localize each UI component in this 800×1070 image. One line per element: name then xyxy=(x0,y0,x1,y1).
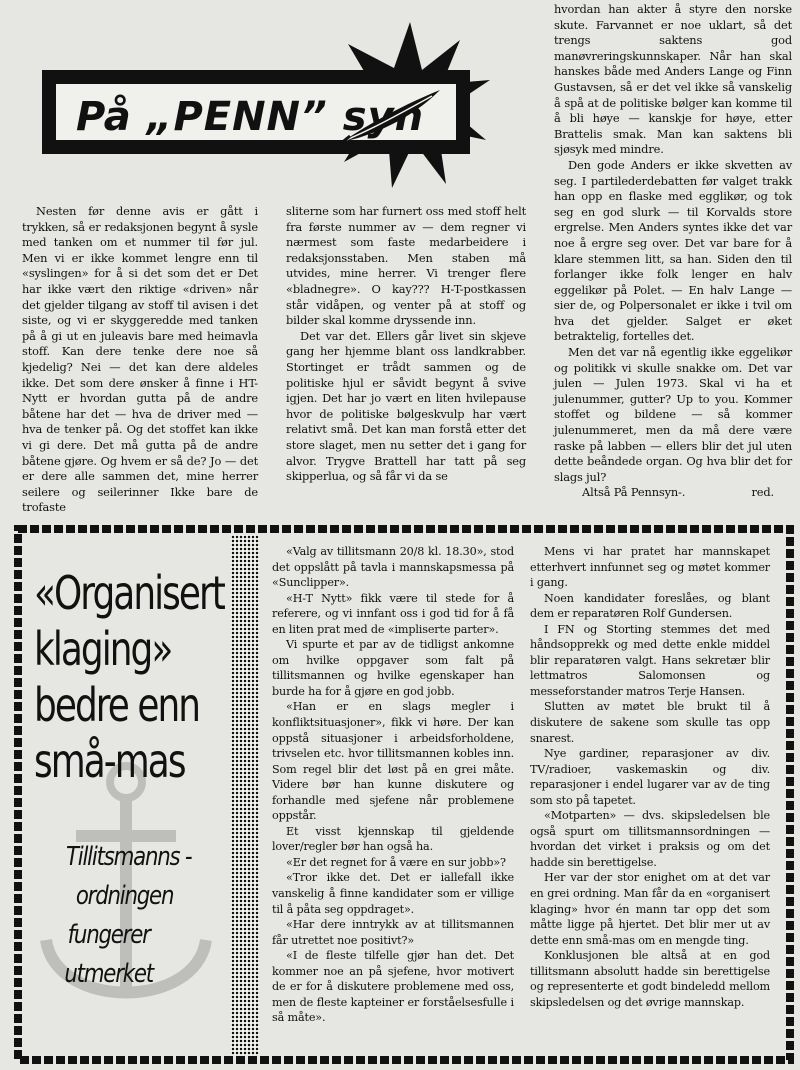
paragraph: Nesten før denne avis er gått i trykken, så er redaksjonen begynt å sysle med tanken om et nummer til før jul. Men vi er ikke kommet lengre enn til «syslingen» for å si det som det er Det har ikke vært den riktige «driven» når det gjelder tilgang av stoff til avisen i det siste, og vi er skyggeredde med tanken på å gi ut en juleavis bare med heimavla stoff. Kan dere tenke dere noe så kjedelig? Nei — det kan dere aldeles ikke. Det som dere ønsker å finne i HT-Nytt er hvordan gutta på de andre båtene har det — hva de driver med — hva de tenker på. Og det stoffet kan ikke vi gi dere. Det må gutta på de andre båtene gjøre. Og hvem er så de? Jo — det er dere alle sammen det, mine herrer seilere og seilerinner Ikke bare de trofaste xyxy=(22,204,258,515)
paragraph: Det var det. Ellers går livet sin skjeve gang her hjemme blant oss landkrabber. Stortinget er trådt sammen og de politiske hjul er såvidt begynt å svive igjen. Det har jo vært en liten hvilepause hvor de politiske bølgeskvulp har vært relativt små. Det kan man forstå etter det store slaget, men nu setter det i gang for alvor. Trygve Brattell har tatt på seg skipperlua, og så får vi da se xyxy=(286,328,526,484)
headline-line: klaging» xyxy=(34,622,172,676)
paragraph: Den gode Anders er ikke skvetten av seg. I partilederdebatten før valget trakk han opp en flaske med egglikør, og tok seg en god slurk — til Korvalds store ergrelse. Men Anders syntes ikke det var noe å ergre seg over. Det var bare for å klare stemmen litt, sa han. Siden den til forlanger ikke folk lenger en halv eggelikør på Polet. — En halv Lange — sier de, og Polpersonalet er ikke i tvil om hva det gjelder. Salget er øket betraktelig, fortelles det. xyxy=(554,157,792,344)
column-title: På „PENN” syn xyxy=(76,94,425,140)
headline-line: bedre enn xyxy=(34,678,200,732)
box-article-column-2 xyxy=(530,544,770,1010)
box-article-column-1 xyxy=(272,544,514,1026)
paragraph: «Han er en slags megler i konfliktsituasjoner», fikk vi høre. Der kan oppstå situasjoner i arbeidsforholdene, trivselen etc. hvor tillitsmannen kobles inn. Som regel blir det løst på en grei måte. Videre bør han kunne diskutere og forhandle med sjefene når problemene oppstår. xyxy=(272,700,514,823)
halftone-divider xyxy=(231,535,259,1055)
paragraph: Nye gardiner, reparasjoner av div. TV/radioer, vaskemaskin og div. reparasjoner i endel lugarer var av de ting som sto på tapetet. xyxy=(530,747,770,807)
paragraph: Slutten av møtet ble brukt til å diskutere de sakene som skulle tas opp snarest. xyxy=(530,700,770,745)
subheadline-line: fungerer xyxy=(67,920,150,950)
box-headline xyxy=(34,565,224,789)
paragraph: Noen kandidater foreslåes, og blant dem er reparatøren Rolf Gundersen. xyxy=(530,591,770,621)
paragraph: Her var der stor enighet om at det var en grei ordning. Man får da en «organisert klaging» hvor én mann tar opp det som måtte ligge på hjertet. Det blir mer ut av dette enn små-mas om en mengde ting. xyxy=(530,871,770,947)
paragraph: Mens vi har pratet har mannskapet etterhvert innfunnet seg og møtet kommer i gang. xyxy=(530,545,770,590)
signature-red: red. xyxy=(751,485,774,500)
headline-line: små-mas xyxy=(34,734,185,788)
headline-line: «Organisert xyxy=(34,566,224,620)
signature: Altså På Pennsyn-. xyxy=(582,485,686,500)
top-article-column-2 xyxy=(286,204,526,485)
paragraph: Vi spurte et par av de tidligst ankomne om hvilke oppgaver som falt på tillitsmannen og hvilke egenskaper han burde ha for å gjøre en god jobb. xyxy=(272,638,514,698)
paragraph: «Tror ikke det. Det er iallefall ikke vanskelig å finne kandidater som er villige til å påta seg oppdraget». xyxy=(272,871,514,916)
paragraph: hvordan han akter å styre den norske skute. Farvannet er noe uklart, så det trengs saktens god manøvreringskunnskaper. Når han skal hanskes både med Anders Lange og Finn Gustavsen, så er det vel ikke så vanskelig å spå at de politiske bølger kan komme til å bli høye — kanskje for høye, etter Brattelis smak. Man kan saktens bli sjøsyk med mindre. xyxy=(554,2,792,157)
quill-pen-icon xyxy=(336,86,446,148)
box-subheadline xyxy=(66,838,191,994)
column-header xyxy=(42,70,470,154)
signature-line xyxy=(554,485,792,501)
paragraph: Konklusjonen ble altså at en god tillitsmann absolutt hadde sin berettigelse og representerte et godt bindeledd mellom skipsledelsen og det øvrige mannskap. xyxy=(530,949,770,1009)
paragraph: «I de fleste tilfelle gjør han det. Det kommer noe an på sjefene, hvor motivert de er for å diskutere problemene med oss, men de fleste kapteiner er forståelsesfulle i så måte». xyxy=(272,949,514,1025)
paragraph: «Valg av tillitsmann 20/8 kl. 18.30», stod det oppslått på tavla i mannskapsmessa på «Sunclipper». xyxy=(272,545,514,590)
paragraph: «Har dere inntrykk av at tillitsmannen får utrettet noe positivt?» xyxy=(272,918,514,947)
paragraph: «Er det regnet for å være en sur jobb»? xyxy=(286,855,506,869)
subheadline-line: utmerket xyxy=(64,959,153,989)
top-article-column-3 xyxy=(554,2,792,501)
paragraph: Et visst kjennskap til gjeldende lover/regler bør han også ha. xyxy=(272,824,514,854)
paragraph: sliterne som har furnert oss med stoff helt fra første nummer av — dem regner vi nærmest som faste medarbeidere i redaksjonsstaben. Men staben må utvides, mine herrer. Vi trenger flere «bladnegre». O kay??? H-T-postkassen står vidåpen, og venter på at stoff og bilder skal komme dryssende inn. xyxy=(286,204,526,328)
top-article-column-1 xyxy=(22,204,258,516)
paragraph: Men det var nå egentlig ikke eggelikør og politikk vi skulle snakke om. Det var julen — Julen 1973. Skal vi ha et julenummer, gutter? Up to you. Kommer stoffet og bildene — så kommer julenummeret, men da må dere være raske på labben — ellers blir det jul uten dette beåndede organ. Og hva blir det for slags jul? xyxy=(554,345,792,484)
subheadline-line: Tillitsmanns - xyxy=(66,842,192,872)
paragraph: «H-T Nytt» fikk være til stede for å referere, og vi innfant oss i god tid for å få en liten prat med de «impliserte parter». xyxy=(272,591,514,636)
subheadline-line: ordningen xyxy=(75,881,174,911)
paragraph: I FN og Storting stemmes det med håndsopprekk og med dette enkle middel blir reparatøren valgt. Hans sekretær blir lettmatros Salomonsen og messeforstander matros Terje Hansen. xyxy=(530,622,770,698)
paragraph: «Motparten» — dvs. skipsledelsen ble også spurt om tillitsmannsordningen — hvordan det virket i praksis og om det hadde sin berettigelse. xyxy=(530,809,770,869)
